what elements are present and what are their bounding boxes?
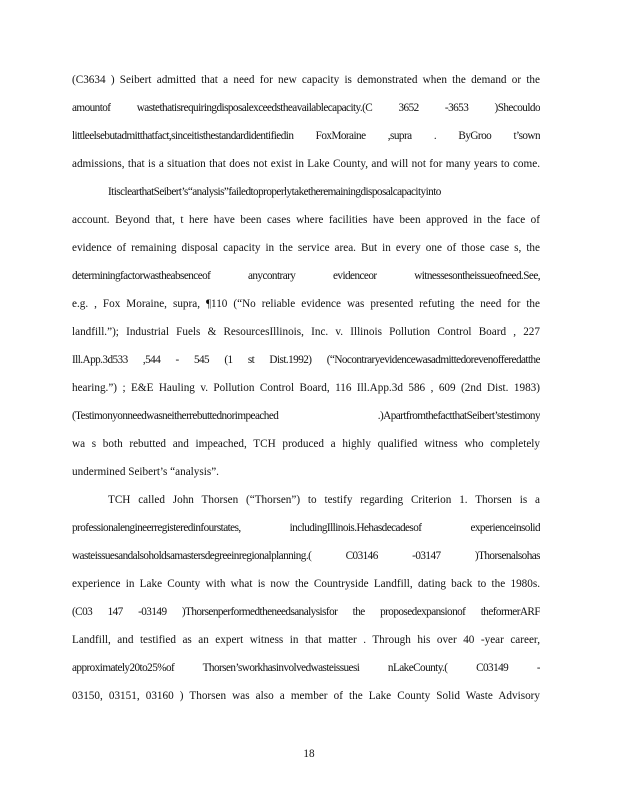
body-line: Landfill, and testified as an expert witness in that matter . Through his over 40 -year career, [72, 634, 540, 646]
body-line: experience in Lake County with what is now the Countryside Landfill, dating back to the 1980s. [72, 578, 540, 590]
body-line: wa s both rebutted and impeached, TCH produced a highly qualified witness who completely [72, 438, 540, 450]
paragraph-start-line: ItisclearthatSeibert’s“analysis”failedtoproperlytaketheremainingdisposalcapacityinto [108, 186, 441, 198]
body-line: Ill.App.3d533 ,544 - 545 (1 st Dist.1992) (“Nocontraryevidencewasadmittedorevenofferedatthe [72, 354, 540, 366]
page-number: 18 [303, 748, 315, 760]
body-line: e.g. , Fox Moraine, supra, ¶110 (“No reliable evidence was presented refuting the need for the [72, 298, 540, 310]
body-line: (C03 147 -03149 )Thorsenperformedtheneedsanalysisfor the proposedexpansionof theformerARF [72, 606, 540, 618]
body-line: 03150, 03151, 03160 ) Thorsen was also a member of the Lake County Solid Waste Advisory [72, 690, 540, 702]
paragraph-end-line: undermined Seibert’s “analysis”. [72, 466, 219, 478]
body-line: determiningfactorwastheabsenceof anycontrary evidenceor witnessesontheissueofneed.See, [72, 270, 540, 282]
body-line: account. Beyond that, t here have been cases where facilities have been approved in the face of [72, 214, 540, 226]
body-line: evidence of remaining disposal capacity in the service area. But in every one of those case s, the [72, 242, 540, 254]
body-line: (Testimonyonneedwasneitherrebuttednorimpeached .)ApartfromthefactthatSeibert’stestimony [72, 410, 540, 422]
body-line: amountof wastethatisrequiringdisposalexceedstheavailablecapacity.(C 3652 -3653 )Shecouldo [72, 102, 540, 114]
paragraph-start-line: TCH called John Thorsen (“Thorsen”) to testify regarding Criterion 1. Thorsen is a [108, 494, 540, 506]
body-line: hearing.”) ; E&E Hauling v. Pollution Control Board, 116 Ill.App.3d 586 , 609 (2nd Dist. 1983) [72, 382, 540, 394]
body-line: professionalengineerregisteredinfourstates, includingIllinois.Hehasdecadesof experienceinsolid [72, 522, 540, 534]
body-line: (C3634 ) Seibert admitted that a need for new capacity is demonstrated when the demand or the [72, 74, 540, 86]
body-line: admissions, that is a situation that does not exist in Lake County, and will not for many years to come. [72, 158, 540, 170]
body-line: approximately20to25%of Thorsen’sworkhasinvolvedwasteissuesi nLakeCounty.( C03149 - [72, 662, 540, 674]
body-line: littleelsebutadmitthatfact,sinceitisthestandardidentifiedin FoxMoraine ,supra . ByGroo t’sown [72, 130, 540, 142]
body-line: wasteissuesandalsoholdsamastersdegreeinregionalplanning.( C03146 -03147 )Thorsenalsohas [72, 550, 540, 562]
body-line: landfill.”); Industrial Fuels & ResourcesIllinois, Inc. v. Illinois Pollution Control Board , 227 [72, 326, 540, 338]
